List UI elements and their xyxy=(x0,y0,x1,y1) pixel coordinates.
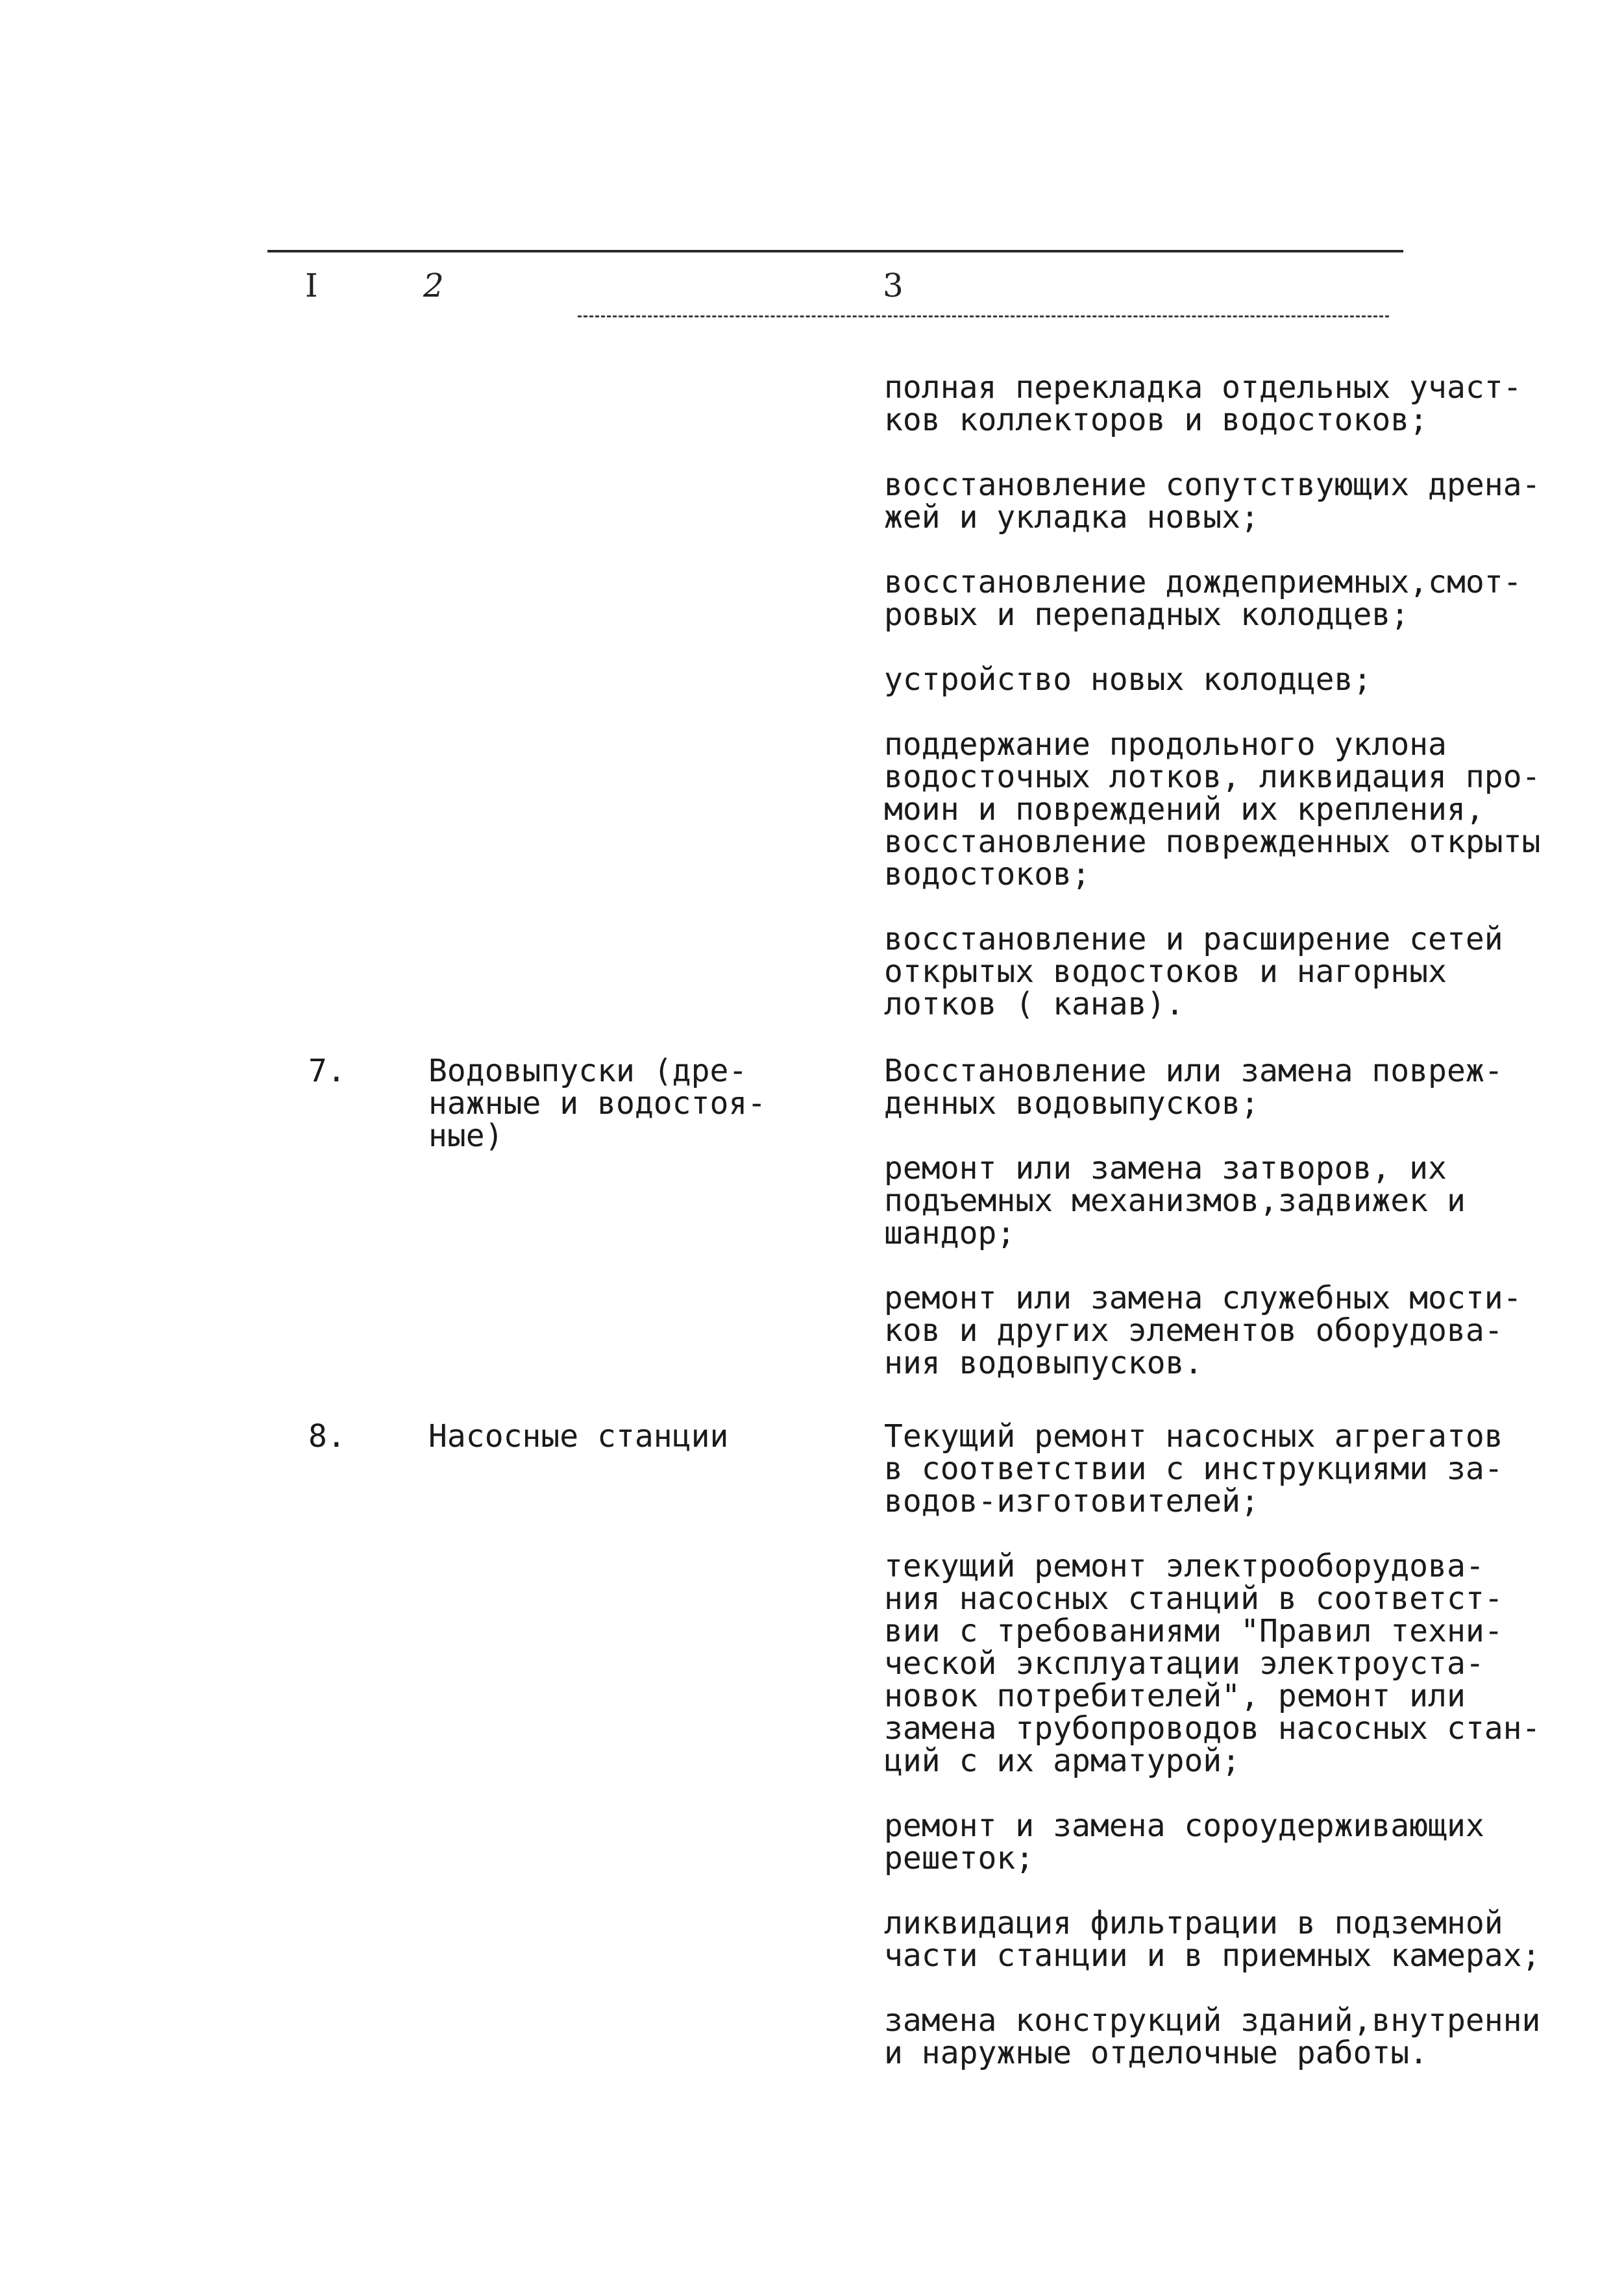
work-item: ремонт или замена служебных мости- ков и других элементов оборудова- ния водовыпусков. xyxy=(884,1280,1522,1381)
work-item: поддержание продольного уклона водосточных лотков, ликвидация про- моин и повреждений их крепления, восстановление поврежденных открыты водостоков; xyxy=(884,726,1541,892)
row-number-7: 7. xyxy=(308,1053,346,1089)
row-works-7 xyxy=(884,1055,1605,1379)
work-item: восстановление дождеприемных,смот- ровых и перепадных колодцев; xyxy=(884,564,1522,633)
column-header-2: 2 xyxy=(423,267,444,304)
row-works-8 xyxy=(884,1420,1605,2069)
work-item: текущий ремонт электрооборудова- ния насосных станций в соответст- вии с требованиями "Правил техни- ческой эксплуатации электроуста- новок потребителей", ремонт или замена трубопроводов насосных стан- ций с их арматурой; xyxy=(884,1548,1541,1779)
work-item: ликвидация фильтрации в подземной части станции и в приемных камерах; xyxy=(884,1905,1541,1974)
header-underline xyxy=(578,315,1389,317)
work-item: ремонт и замена сороудерживающих решеток; xyxy=(884,1808,1484,1876)
work-item: полная перекладка отдельных участ- ков коллекторов и водостоков; xyxy=(884,369,1522,438)
work-item: замена конструкций зданий,внутренни и наружные отделочные работы. xyxy=(884,2002,1541,2071)
work-item: восстановление и расширение сетей открытых водостоков и нагорных лотков ( канав). xyxy=(884,921,1503,1022)
row-number-8: 8. xyxy=(308,1418,346,1455)
work-item: устройство новых колодцев; xyxy=(884,661,1372,698)
work-item: восстановление сопутствующих дрена- жей и укладка новых; xyxy=(884,467,1541,535)
row-continuation-works xyxy=(884,371,1605,1020)
work-item: Текущий ремонт насосных агрегатов в соответствии с инструкциями за- водов-изготовителей; xyxy=(884,1418,1503,1519)
work-item: ремонт или замена затворов, их подъемных механизмов,задвижек и шандор; xyxy=(884,1150,1466,1251)
column-header-3: 3 xyxy=(883,267,904,304)
table-top-rule xyxy=(267,250,1403,252)
column-header-1: I xyxy=(305,267,318,304)
row-name-8: Насосные станции xyxy=(428,1418,729,1455)
row-name-7: Водовыпуски (дре- нажные и водостоя- ные) xyxy=(428,1053,767,1154)
work-item: Восстановление или замена повреж- денных водовыпусков; xyxy=(884,1053,1503,1122)
